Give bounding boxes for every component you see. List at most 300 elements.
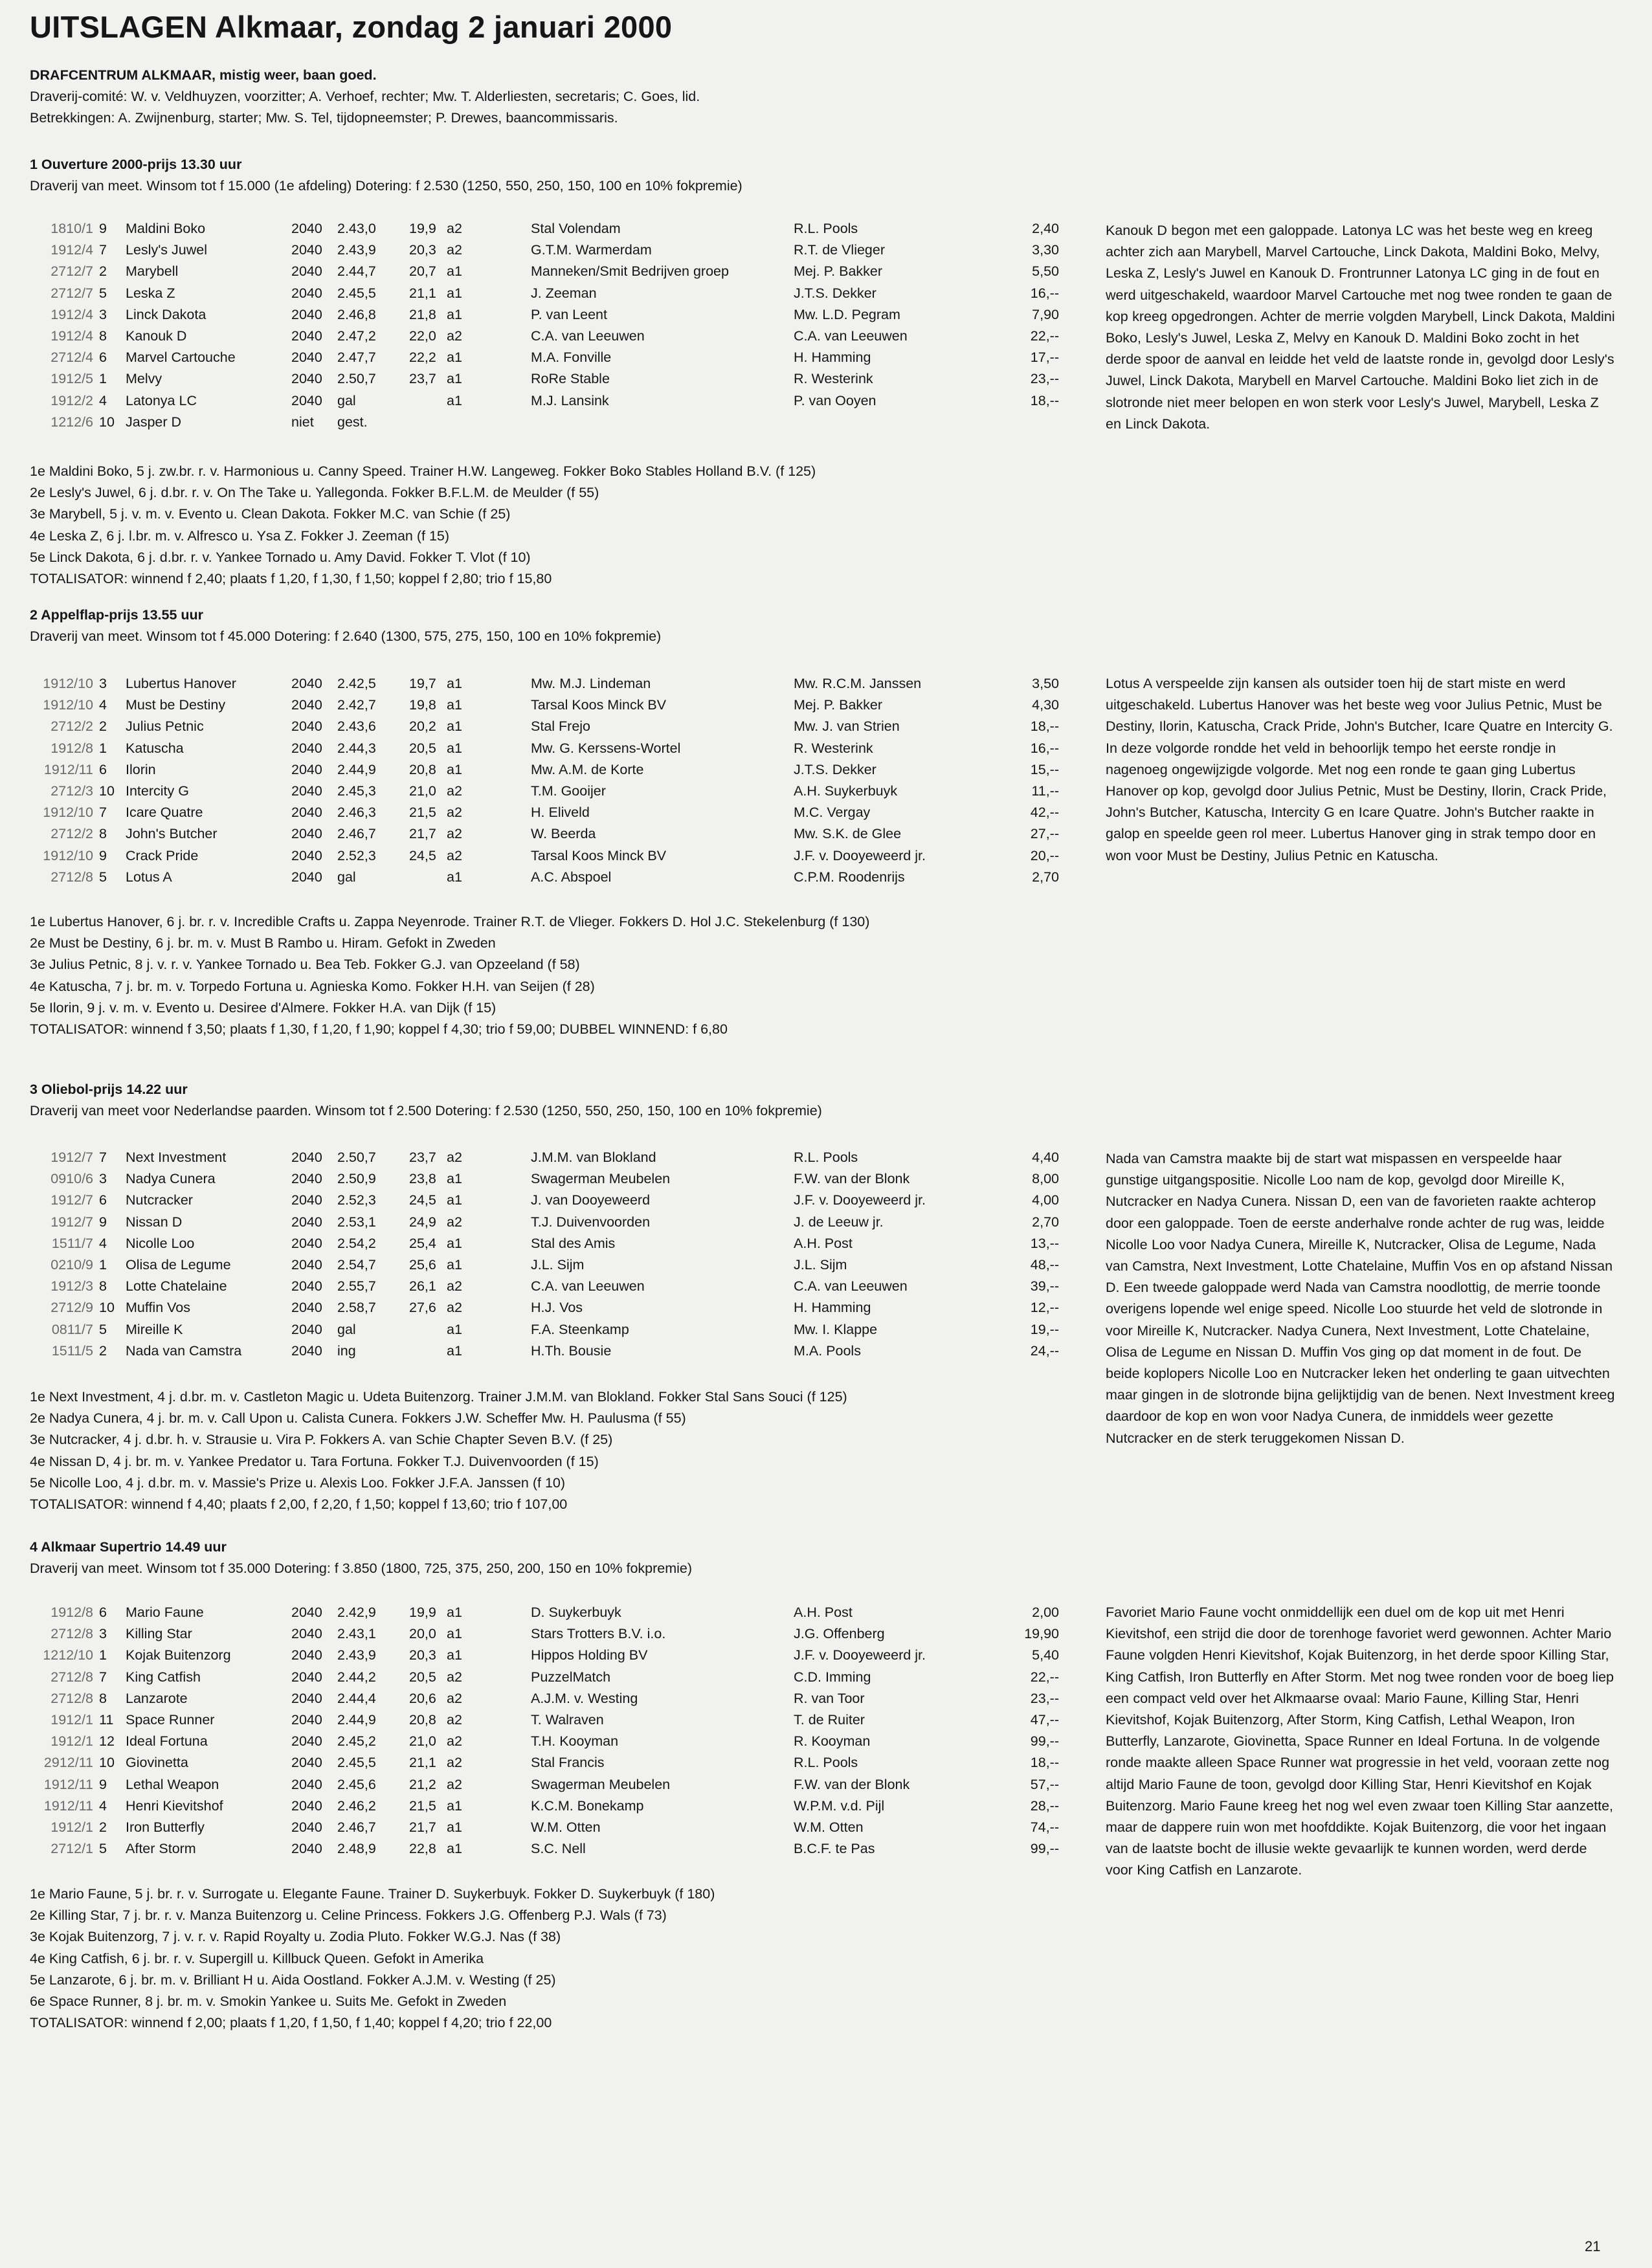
runner-odds: 13,-- [1030,1235,1059,1251]
placing-line: 5e Nicolle Loo, 4 j. d.br. m. v. Massie's Prize u. Alexis Loo. Fokker J.F.A. Janssen (f 10) [30,1474,566,1491]
meeting-info [30,65,700,129]
runners-table [26,1602,1088,1860]
runner-row [26,802,1088,823]
runner-dist: 2040 [291,1841,322,1857]
runner-row [26,1817,1088,1838]
runner-odds: 74,-- [1030,1819,1059,1835]
runner-dist: 2040 [291,371,322,387]
race-comment: Lotus A verspeelde zijn kansen als outsider toen hij de start miste en werd uitgeschakeld. Lubertus Hanover was het beste weg voor Julius Petnic, Must be Destiny, Ilorin, Katuscha, Crack Pride, John's Butcher, Icare Quatre en Intercity G. In deze volgorde rondde het veld in behoorlijk tempo het eerste rondje in nagenoeg ongewijzigde volgorde. Met nog een ronde te gaan ging Lubertus Hanover op kop, gevolgd door Julius Petnic, Must be Destiny, Ilorin, Crack Pride, John's Butcher, Katuscha, Intercity G en Icare Quatre. John's Butcher raakte in galop en speelde geen rol meer. Lubertus Hanover ging in strak tempo door en won voor Must be Destiny, Julius Petnic en Katuscha. [1106,676,1613,863]
runner-owner: W.M. Otten [531,1819,601,1835]
runner-trainer: W.P.M. v.d. Pijl [794,1797,885,1814]
runner-form: 2712/4 [50,350,93,366]
runner-trainer: M.C. Vergay [794,805,871,821]
runner-name: Mireille K [126,1321,183,1337]
runner-km: 26,1 [409,1278,436,1295]
runner-form: 1912/11 [43,1776,93,1792]
runner-row [26,695,1088,716]
runner-row [26,738,1088,759]
totalisator-line: TOTALISATOR: winnend f 2,40; plaats f 1,20, f 1,30, f 1,50; koppel f 2,80; trio f 15,80 [30,571,552,587]
runner-start: a1 [447,392,462,408]
runner-dist: 2040 [291,328,322,344]
runner-dist: 2040 [291,1711,322,1728]
runner-start: a1 [447,1819,462,1835]
page-number: 21 [1585,2238,1601,2254]
runner-start: a2 [447,1669,462,1685]
runner-num: 4 [99,1797,107,1814]
runner-num: 6 [99,1192,107,1208]
runner-time: 2.45,3 [337,783,376,799]
runner-form: 1912/8 [50,1605,93,1620]
runner-km: 25,6 [409,1256,436,1273]
runner-odds: 19,90 [1024,1626,1059,1642]
runner-trainer: B.C.F. te Pas [794,1841,875,1857]
runner-form: 2712/8 [50,1626,93,1642]
runner-row [26,1190,1088,1211]
runner-start: a2 [447,242,462,258]
runner-trainer: J.L. Sijm [794,1256,847,1273]
runner-start: a1 [447,676,462,691]
runner-num: 3 [99,676,107,691]
runner-km: 22,8 [409,1841,436,1857]
runner-row [26,867,1088,888]
runner-km: 25,4 [409,1235,436,1251]
runner-start: a1 [447,697,462,713]
runner-time: 2.47,2 [337,328,376,344]
runner-form: 1912/10 [43,676,93,691]
runners-table [26,1147,1088,1362]
runner-row [26,1709,1088,1731]
placing-line: 2e Must be Destiny, 6 j. br. m. v. Must B Rambo u. Hiram. Gefokt in Zweden [30,935,496,951]
runner-dist: 2040 [291,1755,322,1771]
runner-time: 2.50,9 [337,1171,376,1187]
placing-line: 4e Katuscha, 7 j. br. m. v. Torpedo Fortuna u. Agnieska Komo. Fokker H.H. van Seijen (f 28) [30,978,595,994]
runner-row [26,1297,1088,1318]
runner-name: Lethal Weapon [126,1776,219,1792]
runner-start: a2 [447,805,462,821]
runner-time: 2.42,7 [337,697,376,713]
runner-name: Kojak Buitenzorg [126,1647,231,1663]
runner-odds: 4,00 [1032,1192,1059,1208]
runner-num: 10 [99,414,115,430]
runner-name: John's Butcher [126,826,218,842]
runner-row [26,1254,1088,1276]
runner-km: 23,7 [409,1150,436,1165]
placing-line: 3e Kojak Buitenzorg, 7 j. v. r. v. Rapid Royalty u. Zodia Pluto. Fokker W.G.J. Nas (f 38) [30,1929,561,1945]
runner-trainer: R.L. Pools [794,221,858,236]
runner-num: 7 [99,1150,107,1165]
meeting-comite: Draverij-comité: W. v. Veldhuyzen, voorzitter; A. Verhoef, rechter; Mw. T. Alderliesten, secretaris; C. Goes, lid. [30,89,700,105]
runner-form: 1810/1 [50,221,93,236]
runner-row [26,1212,1088,1233]
runner-time: 2.45,2 [337,1733,376,1750]
runner-trainer: H. Hamming [794,350,871,366]
runner-km: 20,5 [409,740,436,756]
runner-dist: 2040 [291,1819,322,1835]
runner-name: Jasper D [126,414,182,430]
runner-row [26,1667,1088,1688]
runner-trainer: R.L. Pools [794,1150,858,1165]
runner-num: 4 [99,697,107,713]
runner-num: 2 [99,1819,107,1835]
runner-time: 2.45,6 [337,1776,376,1792]
runner-start: a1 [447,1605,462,1620]
runner-trainer: Mw. L.D. Pegram [794,306,900,322]
runner-name: Nutcracker [126,1192,193,1208]
runner-odds: 27,-- [1030,826,1059,842]
runner-form: 1912/10 [43,847,93,863]
runner-row [26,1233,1088,1254]
runner-time: 2.55,7 [337,1278,376,1295]
runner-form: 2712/9 [50,1300,93,1316]
runner-odds: 3,30 [1032,242,1059,258]
runner-km: 19,7 [409,676,436,691]
runner-time: 2.46,8 [337,306,376,322]
placing-line: 6e Space Runner, 8 j. br. m. v. Smokin Yankee u. Suits Me. Gefokt in Zweden [30,1994,507,2010]
runner-start: a1 [447,306,462,322]
runner-odds: 23,-- [1030,371,1059,387]
runner-num: 1 [99,371,107,387]
runner-form: 1912/11 [43,1797,93,1814]
placing-line: 1e Maldini Boko, 5 j. zw.br. r. v. Harmonious u. Canny Speed. Trainer H.W. Langeweg. Fokker Boko Stables Holland B.V. (f 125) [30,463,816,479]
runner-num: 3 [99,1626,107,1642]
runner-owner: J.L. Sijm [531,1256,585,1273]
placing-line: 4e Leska Z, 6 j. l.br. m. v. Alfresco u. Ysa Z. Fokker J. Zeeman (f 15) [30,528,450,544]
runner-name: Katuscha [126,740,184,756]
race-comment: Kanouk D begon met een galoppade. Latonya LC was het beste weg en kreeg achter zich aan Marybell, Marvel Cartouche, Linck Dakota, Maldini Boko, Melvy, Leska Z, Lesly's Juwel en Kanouk D. Frontrunner Latonya LC ging in de fout en werd uitgeschakeld, waardoor Marvel Cartouche met nog twee ronden te gaan de kop kreeg opgedrongen. Achter de merrie volgden Marybell, Linck Dakota, Maldini Boko, Lesly's Juwel, Leska Z, Melvy en Kanouk D. Maldini Boko zocht in het derde spoor de aanval en leidde het veld de laatste ronde in, gevolgd door Lesly's Juwel, Linck Dakota, Marybell en Marvel Cartouche. Maldini Boko liet zich in de slotronde niet meer belopen en won sterk voor Lesly's Juwel, Marybell, Leska Z en Linck Dakota. [1106,223,1615,432]
runner-form: 1912/10 [43,697,93,713]
runner-start: a1 [447,1797,462,1814]
runner-name: Must be Destiny [126,697,226,713]
runner-row [26,781,1088,802]
runner-dist: 2040 [291,1150,322,1165]
runner-km: 20,3 [409,242,436,258]
runner-dist: 2040 [291,676,322,691]
runner-trainer: J. de Leeuw jr. [794,1214,884,1230]
runner-km: 27,6 [409,1300,436,1316]
placing-line: 2e Lesly's Juwel, 6 j. d.br. r. v. On The Take u. Yallegonda. Fokker B.F.L.M. de Meulder (f 55) [30,485,599,501]
runner-dist: 2040 [291,761,322,777]
runner-row [26,716,1088,737]
runner-km: 24,9 [409,1214,436,1230]
runner-time: gal [337,392,356,408]
runner-name: Marvel Cartouche [126,350,236,366]
runner-name: Olisa de Legume [126,1256,231,1273]
race-placings [30,1386,847,1515]
totalisator-line: TOTALISATOR: winnend f 2,00; plaats f 1,20, f 1,50, f 1,40; koppel f 4,20; trio f 22,00 [30,2015,552,2031]
runner-owner: C.A. van Leeuwen [531,1278,645,1295]
runner-km: 21,0 [409,1733,436,1750]
runner-form: 1912/7 [50,1214,93,1230]
runner-start: a1 [447,350,462,366]
runner-owner: T.J. Duivenvoorden [531,1214,651,1230]
runner-num: 9 [99,1776,107,1792]
runner-dist: 2040 [291,263,322,280]
runner-form: 1212/6 [50,414,93,430]
runner-time: 2.44,3 [337,740,376,756]
runner-start: a1 [447,761,462,777]
runner-start: a2 [447,783,462,799]
runner-odds: 99,-- [1030,1733,1059,1750]
runner-form: 1912/7 [50,1150,93,1165]
placing-line: 2e Killing Star, 7 j. br. r. v. Manza Buitenzorg u. Celine Princess. Fokkers J.G. Offenberg P.J. Wals (f 73) [30,1907,667,1924]
runner-name: Space Runner [126,1711,215,1728]
runner-time: 2.50,7 [337,371,376,387]
runner-owner: Stal des Amis [531,1235,616,1251]
runner-form: 1912/1 [50,1733,93,1750]
runner-time: gal [337,869,356,885]
runner-odds: 2,40 [1032,221,1059,236]
runner-time: 2.42,9 [337,1605,376,1620]
runner-name: King Catfish [126,1669,201,1685]
runner-num: 6 [99,761,107,777]
runner-num: 8 [99,328,107,344]
race-placings [30,461,816,590]
runner-trainer: Mej. P. Bakker [794,263,883,280]
runner-odds: 47,-- [1030,1711,1059,1728]
runner-dist: 2040 [291,1171,322,1187]
runner-km: 24,5 [409,847,436,863]
runner-num: 2 [99,1342,107,1359]
race-title: 1 Ouverture 2000-prijs 13.30 uur [30,157,242,172]
runner-trainer: Mw. S.K. de Glee [794,826,902,842]
runner-odds: 12,-- [1030,1300,1059,1316]
runner-start: a1 [447,1171,462,1187]
placing-line: 4e King Catfish, 6 j. br. r. v. Supergill u. Killbuck Queen. Gefokt in Amerika [30,1950,484,1966]
runner-dist: 2040 [291,1192,322,1208]
runner-form: 2912/11 [43,1755,93,1771]
runner-form: 1511/7 [51,1235,93,1251]
race-placings [30,1884,715,2034]
runner-odds: 8,00 [1032,1171,1059,1187]
runner-trainer: J.G. Offenberg [794,1626,885,1642]
runner-time: gal [337,1321,356,1337]
runner-row [26,261,1088,282]
runner-odds: 22,-- [1030,1669,1059,1685]
runner-trainer: Mej. P. Bakker [794,697,883,713]
runner-form: 1912/4 [50,328,93,344]
runner-trainer: T. de Ruiter [794,1711,865,1728]
runner-row [26,1645,1088,1666]
runner-row [26,347,1088,368]
runner-row [26,1340,1088,1362]
runner-owner: RoRe Stable [531,371,610,387]
runner-start: a1 [447,1256,462,1273]
runner-dist: 2040 [291,1256,322,1273]
runner-owner: M.J. Lansink [531,392,609,408]
runner-owner: W. Beerda [531,826,596,842]
runner-start: a2 [447,328,462,344]
runner-num: 7 [99,805,107,821]
runner-km: 20,0 [409,1626,436,1642]
runner-num: 5 [99,1841,107,1857]
runner-form: 1912/7 [50,1192,93,1208]
runner-start: a1 [447,1647,462,1663]
runner-form: 1511/5 [51,1342,93,1359]
runner-dist: 2040 [291,1669,322,1685]
runner-form: 1912/1 [50,1819,93,1835]
runner-start: a2 [447,1214,462,1230]
runner-odds: 16,-- [1030,285,1059,301]
runner-owner: C.A. van Leeuwen [531,328,645,344]
runner-trainer: M.A. Pools [794,1342,861,1359]
runner-owner: Tarsal Koos Minck BV [531,847,667,863]
runner-row [26,1752,1088,1773]
runner-name: Julius Petnic [126,718,204,735]
runner-dist: 2040 [291,1733,322,1750]
runner-dist: 2040 [291,847,322,863]
runner-row [26,1623,1088,1645]
runner-num: 4 [99,1235,107,1251]
runner-km: 19,9 [409,1605,436,1620]
runner-time: 2.44,9 [337,1711,376,1728]
runner-owner: Swagerman Meubelen [531,1776,671,1792]
runner-trainer: A.H. Post [794,1235,853,1251]
runner-trainer: C.P.M. Roodenrijs [794,869,905,885]
runner-num: 8 [99,1278,107,1295]
runner-time: 2.48,9 [337,1841,376,1857]
placing-line: 5e Linck Dakota, 6 j. d.br. r. v. Yankee Tornado u. Amy David. Fokker T. Vlot (f 10) [30,549,531,565]
runner-name: Muffin Vos [126,1300,190,1316]
runner-odds: 7,90 [1032,306,1059,322]
placing-line: 3e Marybell, 5 j. v. m. v. Evento u. Clean Dakota. Fokker M.C. van Schie (f 25) [30,506,511,522]
runner-dist: 2040 [291,1235,322,1251]
runner-row [26,1319,1088,1340]
runner-name: Intercity G [126,783,189,799]
runner-trainer: F.W. van der Blonk [794,1776,910,1792]
runner-row [26,823,1088,845]
runner-odds: 22,-- [1030,328,1059,344]
runner-row [26,1774,1088,1796]
runner-name: Ideal Fortuna [126,1733,208,1750]
runner-trainer: R. Westerink [794,371,873,387]
runner-time: 2.46,2 [337,1797,376,1814]
runner-form: 1912/3 [50,1278,93,1295]
runner-odds: 15,-- [1030,761,1059,777]
runner-row [26,218,1088,239]
race-placings [30,911,869,1040]
runner-start: a2 [447,1776,462,1792]
runner-dist: 2040 [291,783,322,799]
runner-km: 21,2 [409,1776,436,1792]
runner-owner: Manneken/Smit Bedrijven groep [531,263,729,280]
runner-trainer: F.W. van der Blonk [794,1171,910,1187]
runner-num: 11 [99,1711,114,1728]
runner-row [26,1796,1088,1817]
runner-km: 21,1 [409,285,436,301]
race-comment: Nada van Camstra maakte bij de start wat mispassen en verspeelde haar gunstige uitgangspositie. Nicolle Loo nam de kop, gevolgd door Mireille K, Nutcracker en Nadya Cunera. Nissan D, een van de favorieten raakte achterop door een galoppade. Toen de eerste anderhalve ronde achter de rug was, leidde Nicolle Loo voor Nadya Cunera, Mireille K, Nutcracker, Olisa de Legume, Nada van Camstra, Next Investment, Lotte Chatelaine, Muffin Vos en op afstand Nissan D. Een tweede galoppade werd Nada van Camstra noodlottig, de merrie toonde overigens lopende wel enige speed. Nicolle Loo stuurde het veld de slotronde in voor Mireille K, Nutcracker. Nadya Cunera, Next Investment, Lotte Chatelaine, Olisa de Legume en Nissan D. Muffin Vos ging op dat moment in de fout. De beide koplopers Nicolle Loo en Nutcracker leken het onderling te gaan uitvechten maar gingen in de slotronde bijna gelijktijdig van de benen. Next Investment kreeg daardoor de kop en won voor Nadya Cunera, de inmiddels weer gezette Nutcracker en de sterk teruggekomen Nissan D. [1106,1151,1615,1446]
runner-form: 2712/7 [50,285,93,301]
runner-num: 3 [99,306,107,322]
runner-name: Next Investment [126,1150,227,1165]
runner-odds: 23,-- [1030,1690,1059,1706]
runner-owner: Mw. G. Kerssens-Wortel [531,740,681,756]
runner-name: Linck Dakota [126,306,206,322]
runner-dist: 2040 [291,1278,322,1295]
runners-table [26,673,1088,888]
placing-line: 1e Next Investment, 4 j. d.br. m. v. Castleton Magic u. Udeta Buitenzorg. Trainer J.M.M. van Blokland. Fokker Stal Sans Souci (f 125) [30,1389,847,1405]
runner-num: 10 [99,1755,115,1771]
runner-time: 2.52,3 [337,847,376,863]
runner-form: 1212/10 [43,1647,93,1663]
runner-row [26,390,1088,412]
runner-start: a1 [447,285,462,301]
runner-form: 0910/6 [50,1171,93,1187]
runner-trainer: Mw. J. van Strien [794,718,900,735]
runner-trainer: R. Westerink [794,740,873,756]
runner-owner: A.J.M. v. Westing [531,1690,638,1706]
runner-num: 4 [99,392,107,408]
runner-odds: 11,-- [1031,783,1059,799]
runner-num: 1 [99,1256,107,1273]
runner-start: a1 [447,1841,462,1857]
runner-start: a2 [447,1733,462,1750]
runner-start: a1 [447,1321,462,1337]
runner-trainer: R.T. de Vlieger [794,242,886,258]
runner-row [26,1602,1088,1623]
runner-owner: Stal Francis [531,1755,605,1771]
runner-time: 2.45,5 [337,285,376,301]
runner-form: 1912/4 [50,242,93,258]
runner-time: 2.44,7 [337,263,376,280]
race-conditions: Draverij van meet. Winsom tot f 15.000 (1e afdeling) Dotering: f 2.530 (1250, 550, 250, 150, 100 en 10% fokpremie) [30,178,742,194]
runner-row [26,759,1088,781]
runner-time: 2.50,7 [337,1150,376,1165]
runner-km: 21,1 [409,1755,436,1771]
runner-start: a1 [447,1235,462,1251]
runner-trainer: C.A. van Leeuwen [794,1278,908,1295]
race-conditions: Draverij van meet. Winsom tot f 35.000 Dotering: f 3.850 (1800, 725, 375, 250, 200, 150 en 10% fokpremie) [30,1561,693,1577]
runner-owner: J. van Dooyeweerd [531,1192,651,1208]
runner-trainer: J.T.S. Dekker [794,761,876,777]
runner-km: 22,0 [409,328,436,344]
runner-odds: 2,00 [1032,1605,1059,1620]
runner-name: Lotus A [126,869,172,885]
runner-name: Nada van Camstra [126,1342,242,1359]
runner-dist: 2040 [291,1776,322,1792]
runner-odds: 18,-- [1030,1755,1059,1771]
runner-owner: P. van Leent [531,306,607,322]
runner-odds: 28,-- [1030,1797,1059,1814]
runner-start: a2 [447,1150,462,1165]
runner-form: 2712/7 [50,263,93,280]
runner-km: 21,5 [409,805,436,821]
runner-time: 2.52,3 [337,1192,376,1208]
runner-dist: 2040 [291,1690,322,1706]
runner-odds: 5,50 [1032,263,1059,280]
runner-owner: H.J. Vos [531,1300,583,1316]
runner-time: 2.47,7 [337,350,376,366]
runner-num: 9 [99,221,107,236]
runner-form: 2712/2 [50,718,93,735]
runner-km: 23,7 [409,371,436,387]
runner-row [26,368,1088,390]
runner-time: 2.46,7 [337,826,376,842]
runner-name: Lotte Chatelaine [126,1278,227,1295]
runners-table [26,218,1088,433]
runner-num: 6 [99,1605,107,1620]
runner-name: Killing Star [126,1626,192,1642]
runner-dist: 2040 [291,392,322,408]
runner-dist: 2040 [291,805,322,821]
runner-odds: 5,40 [1032,1647,1059,1663]
runner-km: 20,5 [409,1669,436,1685]
runner-name: Ilorin [126,761,156,777]
runner-odds: 48,-- [1030,1256,1059,1273]
runner-owner: T.M. Gooijer [531,783,606,799]
race-title: 3 Oliebol-prijs 14.22 uur [30,1082,188,1097]
runner-start: a1 [447,1342,462,1359]
runner-dist: 2040 [291,1214,322,1230]
